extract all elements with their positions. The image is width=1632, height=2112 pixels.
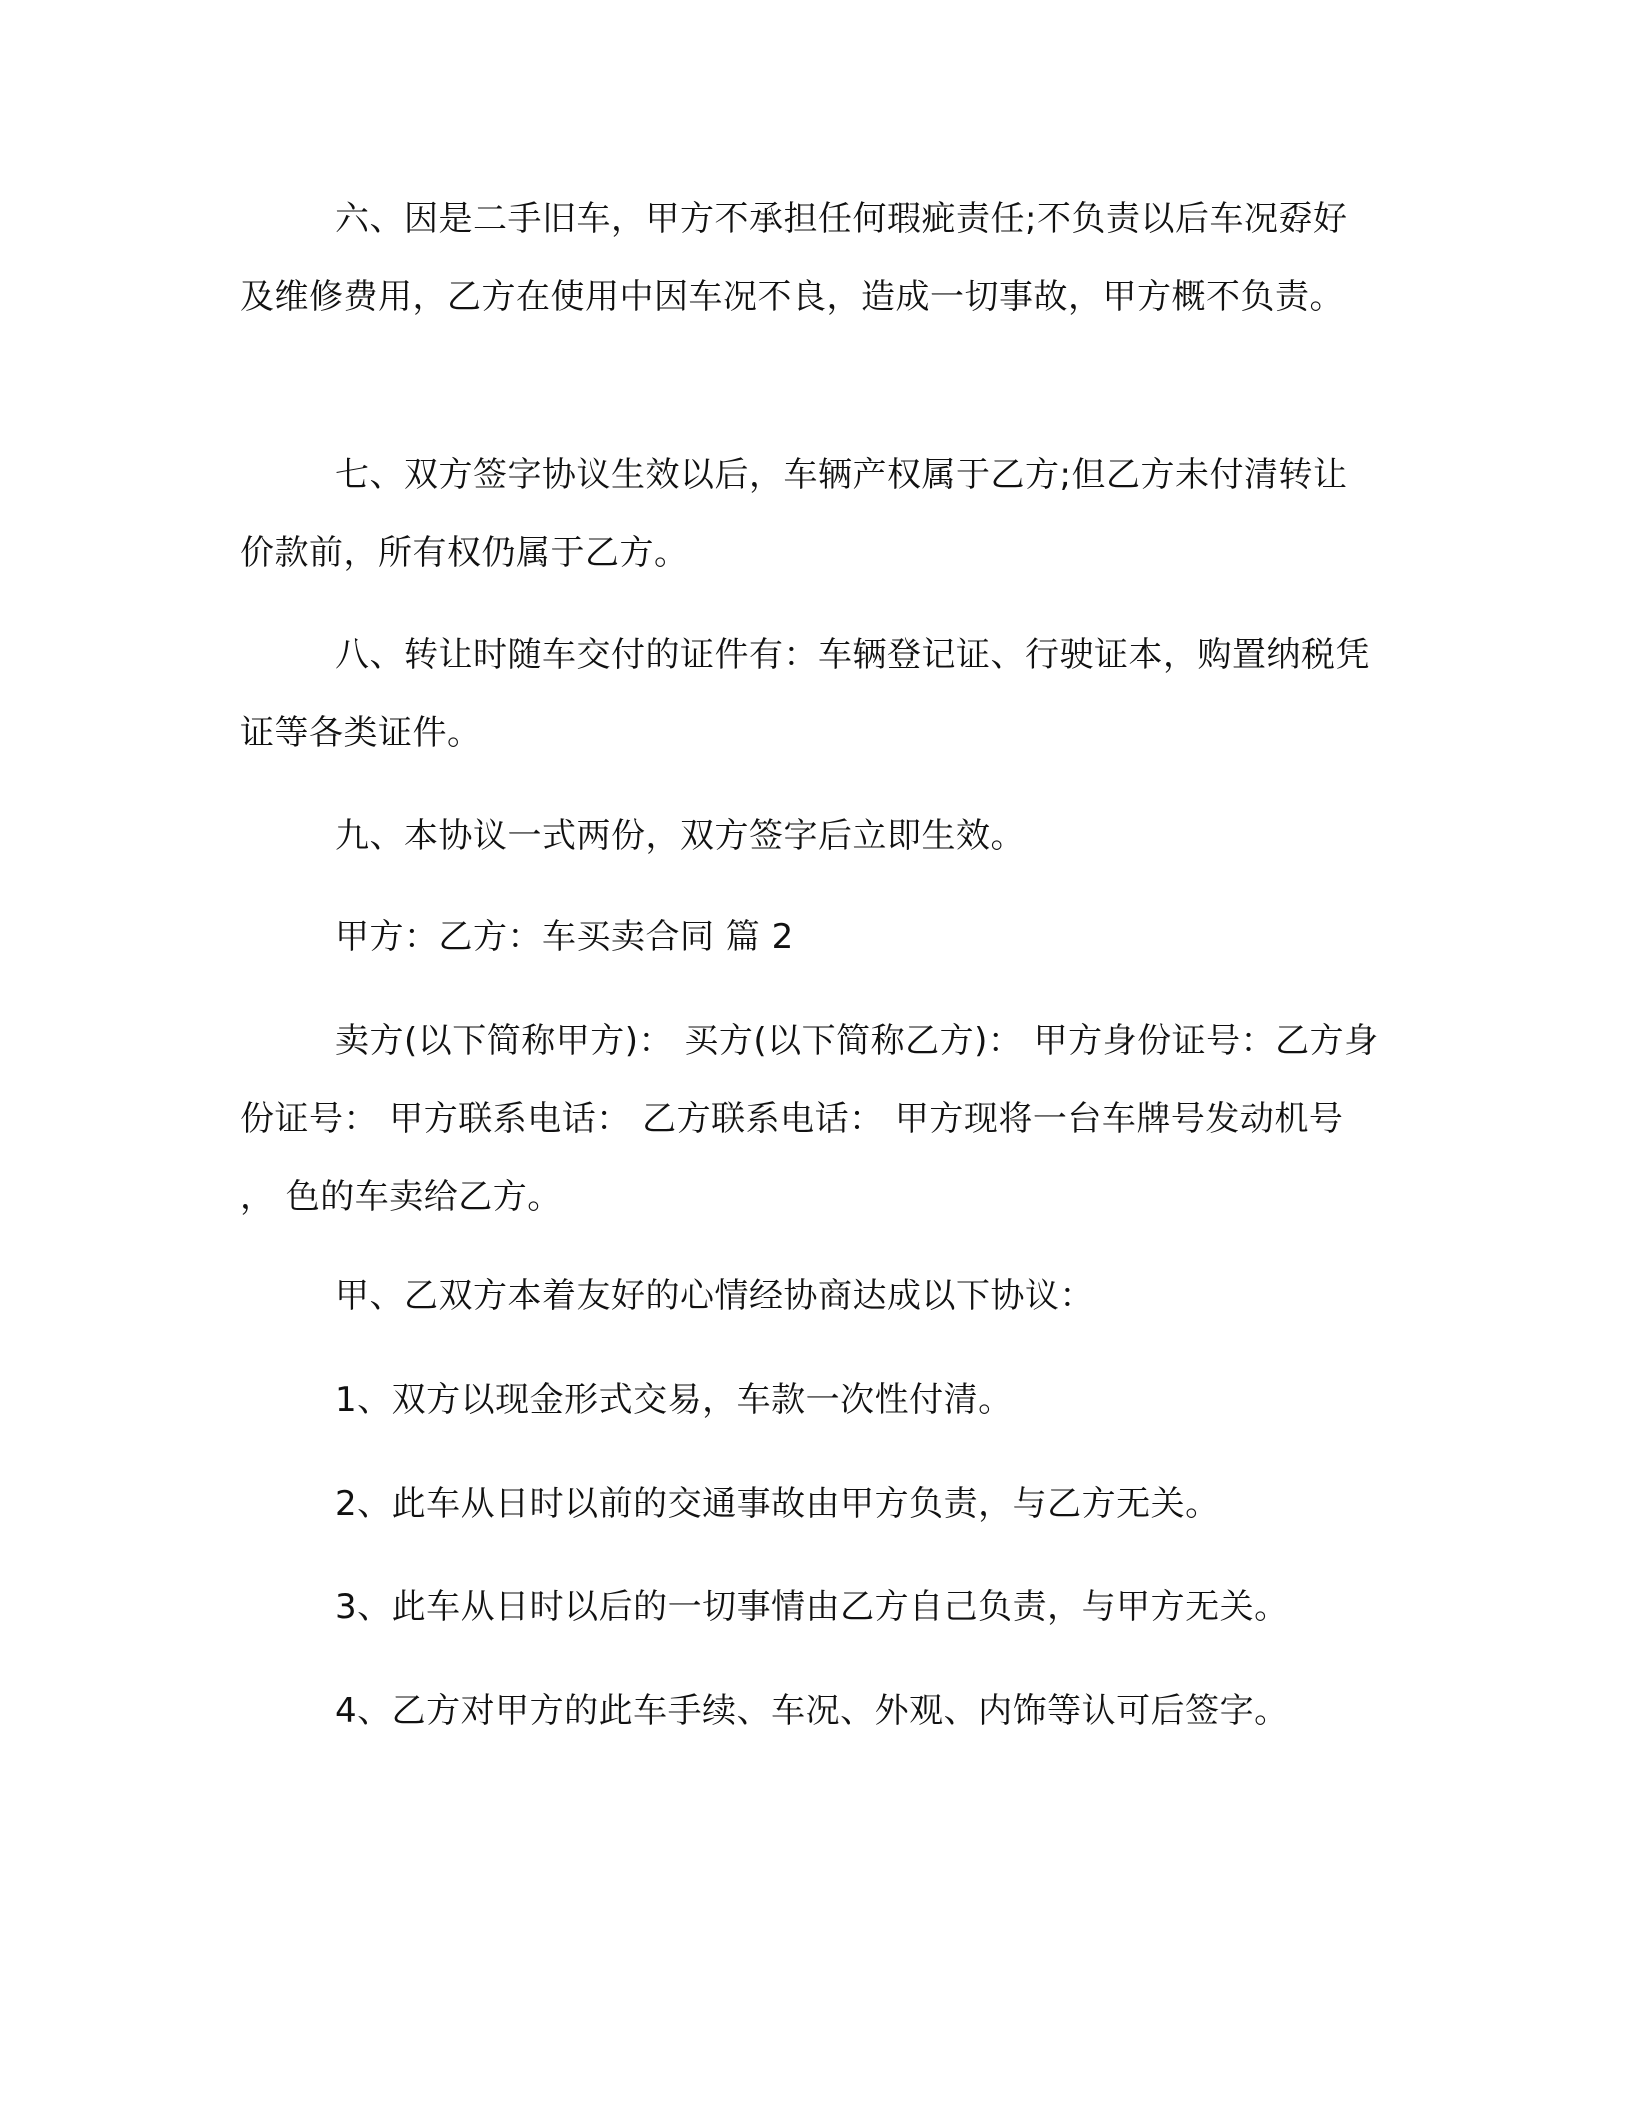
signature-line-and-section-title: 甲方：乙方：车买卖合同 篇 2 — [335, 917, 794, 957]
clause-nine: 九、本协议一式两份，双方签字后立即生效。 — [335, 816, 1025, 856]
agreement-intro: 甲、乙双方本着友好的心情经协商达成以下协议： — [335, 1276, 1094, 1316]
clause-six: 六、因是二手旧车，甲方不承担任何瑕疵责任;不负责以后车况孬好及维修费用，乙方在使用中因车况不良，造成一切事故，甲方概不负责。 — [240, 199, 1348, 317]
term-3: 3、此车从日时以后的一切事情由乙方自己负责，与甲方无关。 — [335, 1587, 1289, 1627]
term-4: 4、乙方对甲方的此车手续、车况、外观、内饰等认可后签字。 — [335, 1691, 1289, 1731]
clause-seven: 七、双方签字协议生效以后，车辆产权属于乙方;但乙方未付清转让价款前，所有权仍属于乙方。 — [240, 455, 1348, 573]
clause-eight: 八、转让时随车交付的证件有：车辆登记证、行驶证本，购置纳税凭证等各类证件。 — [240, 635, 1370, 753]
term-1: 1、双方以现金形式交易，车款一次性付清。 — [335, 1380, 1013, 1420]
parties-info: 卖方(以下简称甲方)： 买方(以下简称乙方)： 甲方身份证号：乙方身份证号： 甲方联系电话： 乙方联系电话： 甲方现将一台车牌号发动机号 ， 色的车卖给乙方。 — [240, 1021, 1379, 1217]
term-2: 2、此车从日时以前的交通事故由甲方负责，与乙方无关。 — [335, 1484, 1220, 1524]
